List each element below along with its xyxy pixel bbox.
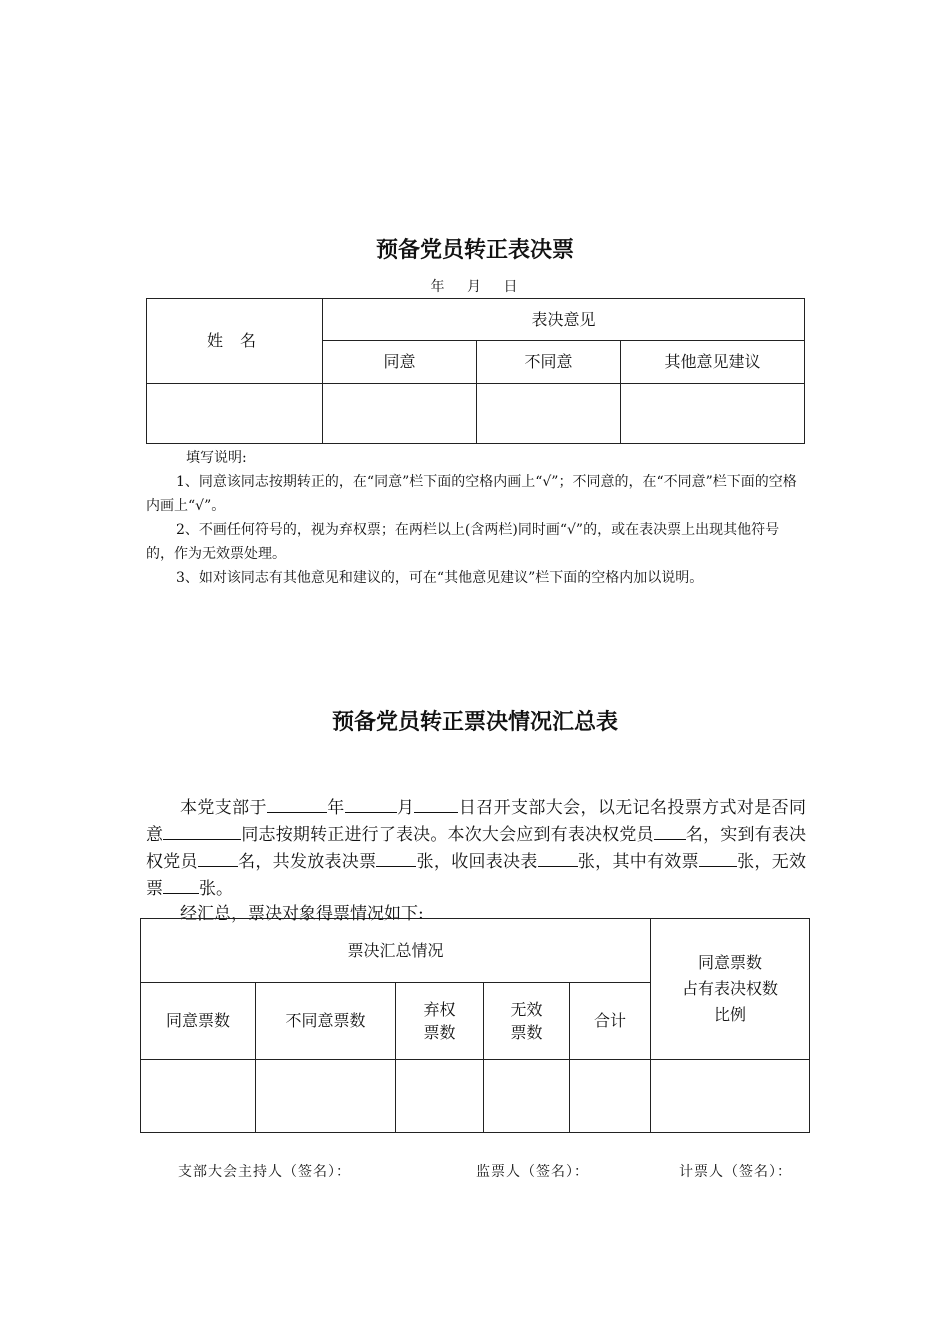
valid-ballots-blank[interactable] bbox=[699, 848, 737, 867]
month-blank[interactable] bbox=[345, 794, 397, 813]
total-header: 合计 bbox=[570, 983, 651, 1060]
summary-title: 预备党员转正票决情况汇总表 bbox=[331, 710, 618, 735]
invalid-votes-header bbox=[484, 983, 570, 1060]
agree-votes-cell[interactable] bbox=[141, 1060, 256, 1133]
ratio-header bbox=[651, 919, 810, 1060]
ratio-line-1: 同意票数 bbox=[698, 953, 763, 972]
invalid-votes-cell[interactable] bbox=[484, 1060, 570, 1133]
agree-cell[interactable] bbox=[323, 384, 477, 444]
counter-signature: 计票人（签名）： bbox=[679, 1164, 792, 1180]
summary-table bbox=[140, 918, 810, 1133]
notes-heading: 填写说明: bbox=[186, 450, 247, 466]
eligible-members-blank[interactable] bbox=[654, 821, 686, 840]
summary-paragraph bbox=[146, 794, 806, 927]
para-text: 张。 bbox=[199, 879, 233, 899]
total-cell[interactable] bbox=[570, 1060, 651, 1133]
disagree-votes-cell[interactable] bbox=[256, 1060, 396, 1133]
day-blank[interactable] bbox=[414, 794, 458, 813]
para-text: 张，无效票 bbox=[146, 852, 806, 899]
note-1: 1、同意该同志按期转正的，在“同意”栏下面的空格内画上“√”；不同意的，在“不同意”栏下面的空格内画上“√”。 bbox=[146, 474, 797, 514]
opinion-header: 表决意见 bbox=[323, 299, 805, 341]
abstain-votes-cell[interactable] bbox=[396, 1060, 484, 1133]
year-blank[interactable] bbox=[267, 794, 327, 813]
candidate-name-blank[interactable] bbox=[163, 821, 241, 840]
invalid-line-2: 票数 bbox=[510, 1023, 543, 1042]
disagree-votes-header: 不同意票数 bbox=[256, 983, 396, 1060]
para-text: 年 bbox=[326, 798, 345, 818]
col-disagree: 不同意 bbox=[477, 341, 621, 384]
monitor-signature: 监票人（签名）： bbox=[476, 1164, 589, 1180]
summary-intro-line: 经汇总，票决对象得票情况如下: bbox=[180, 904, 424, 924]
host-signature: 支部大会主持人（签名）： bbox=[178, 1164, 351, 1180]
ratio-line-2: 占有表决权数 bbox=[682, 979, 779, 998]
para-text: 月 bbox=[396, 798, 415, 818]
other-cell[interactable] bbox=[621, 384, 805, 444]
fill-instructions bbox=[146, 446, 806, 590]
date-line: 年 月 日 bbox=[430, 279, 520, 295]
invalid-line-1: 无效 bbox=[510, 1000, 543, 1019]
col-other: 其他意见建议 bbox=[621, 341, 805, 384]
invalid-ballots-blank[interactable] bbox=[163, 875, 199, 894]
ratio-cell[interactable] bbox=[651, 1060, 810, 1133]
para-text: 名，共发放表决票 bbox=[237, 852, 377, 872]
group-header: 票决汇总情况 bbox=[141, 919, 651, 983]
note-3: 3、如对该同志有其他意见和建议的，可在“其他意见建议”栏下面的空格内加以说明。 bbox=[176, 570, 704, 586]
ballot-table bbox=[146, 298, 805, 444]
disagree-cell[interactable] bbox=[477, 384, 621, 444]
agree-votes-header: 同意票数 bbox=[141, 983, 256, 1060]
para-text: 本党支部于 bbox=[180, 798, 267, 818]
para-text: 日召开支部大会，以无记名投票方式对是否同意 bbox=[146, 798, 807, 845]
col-agree: 同意 bbox=[323, 341, 477, 384]
note-2: 2、不画任何符号的，视为弃权票；在两栏以上(含两栏)同时画“√”的，或在表决票上出现其他符号的，作为无效票处理。 bbox=[146, 522, 780, 562]
issued-ballots-blank[interactable] bbox=[376, 848, 416, 867]
para-text: 张，收回表决表 bbox=[416, 852, 538, 872]
abstain-line-2: 票数 bbox=[423, 1023, 456, 1042]
abstain-line-1: 弃权 bbox=[423, 1000, 456, 1019]
ballot-title: 预备党员转正表决票 bbox=[375, 238, 574, 263]
present-members-blank[interactable] bbox=[198, 848, 238, 867]
para-text: 名，实到有表决权党员 bbox=[146, 825, 807, 872]
para-text: 同志按期转正进行了表决。本次大会应到有表决权党员 bbox=[241, 825, 654, 845]
abstain-votes-header bbox=[396, 983, 484, 1060]
ratio-line-3: 比例 bbox=[714, 1005, 747, 1024]
returned-ballots-blank[interactable] bbox=[538, 848, 578, 867]
name-cell[interactable] bbox=[147, 384, 323, 444]
para-text: 张，其中有效票 bbox=[577, 852, 699, 872]
name-header: 姓 名 bbox=[147, 299, 323, 384]
